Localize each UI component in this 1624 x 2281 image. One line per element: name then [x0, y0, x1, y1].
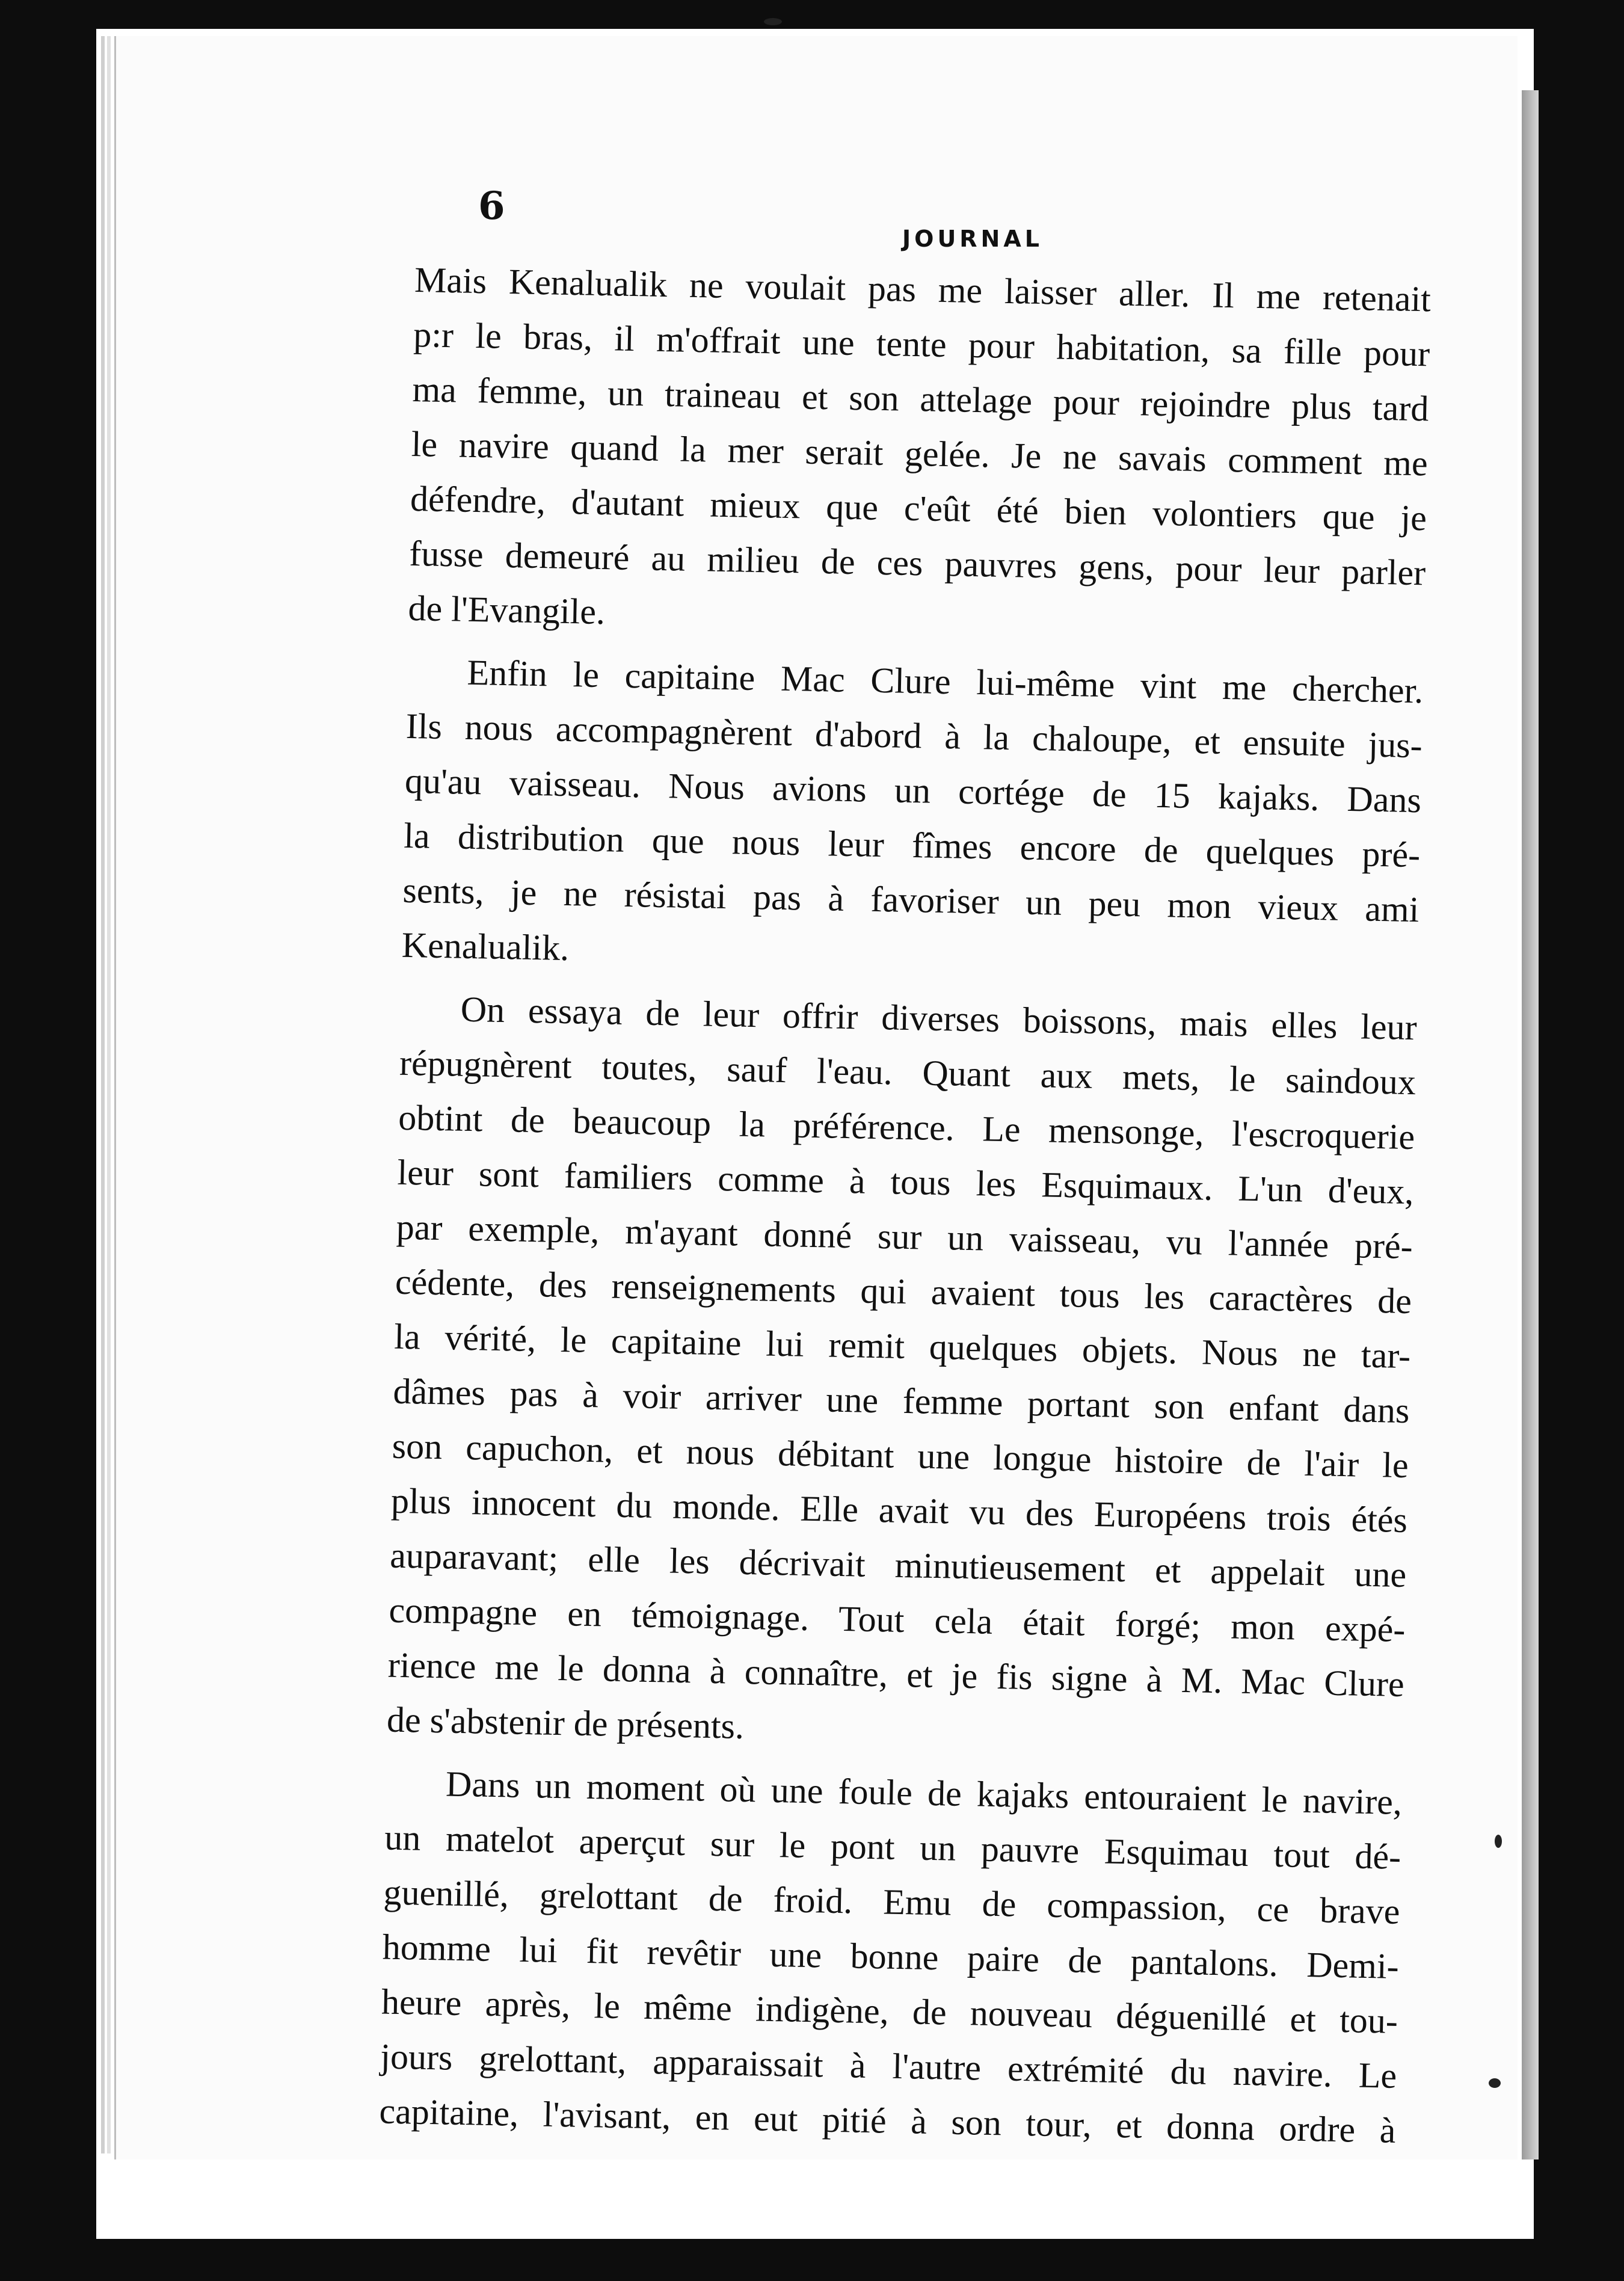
text-line: qu'au vaisseau. Nous avions un cortége de 15 kajaks. Dans	[404, 760, 1422, 820]
page-stack-edge	[101, 36, 105, 2153]
text-line: guenillé, grelottant de froid. Emu de compassion, ce brave	[383, 1872, 1400, 1932]
text-line: Kenalualik.	[401, 925, 570, 968]
text-line: auparavant; elle les décrivait minutieusement et appelait une	[389, 1535, 1407, 1595]
adjacent-page-gutter	[1522, 90, 1539, 2159]
page-number: 6	[478, 183, 505, 229]
text-line: sents, je ne résistai pas à favoriser un peu mon vieux ami	[402, 870, 1419, 930]
text-line: son capuchon, et nous débitant une longue histoire de l'air le	[392, 1426, 1409, 1486]
text-line: répugnèrent toutes, sauf l'eau. Quant aux mets, le saindoux	[399, 1042, 1416, 1103]
scan-border-bottom	[0, 2239, 1624, 2281]
text-line: Enfin le capitaine Mac Clure lui-même vint me chercher.	[466, 652, 1424, 711]
text-line: ma femme, un traineau et son attelage pour rejoindre plus tard	[412, 369, 1429, 429]
text-line: la vérité, le capitaine lui remit quelques objets. Nous ne tar-	[393, 1316, 1411, 1376]
text-line: homme lui fit revêtir une bonne paire de pantalons. Demi-	[382, 1927, 1400, 1986]
paragraph	[401, 644, 1424, 992]
text-line: compagne en témoignage. Tout cela était forgé; mon expé-	[389, 1590, 1406, 1650]
text-line: Ils nous accompagnèrent d'abord à la chaloupe, et ensuite jus-	[405, 706, 1423, 766]
text-line: jours grelottant, apparaissait à l'autre extrémité du navire. Le	[380, 2036, 1397, 2096]
text-line: par exemple, m'ayant donné sur un vaisseau, vu l'année pré-	[396, 1207, 1413, 1267]
paragraph	[386, 981, 1417, 1767]
text-line: de s'abstenir de présents.	[386, 1699, 745, 1746]
paragraph	[408, 253, 1432, 655]
scan-border-left	[0, 0, 96, 2281]
text-line: défendre, d'autant mieux que c'eût été bien volontiers que je	[410, 478, 1427, 538]
scan-border-right	[1534, 0, 1624, 2281]
text-line: cédente, des renseignements qui avaient tous les caractères de	[395, 1261, 1412, 1322]
paragraph	[379, 1756, 1403, 2158]
scan-speck	[764, 18, 782, 25]
body-text	[379, 253, 1432, 2167]
text-line: fusse demeuré au milieu de ces pauvres gens, pour leur parler	[408, 533, 1426, 593]
text-line: le navire quand la mer serait gelée. Je ne savais comment me	[411, 423, 1429, 484]
text-line: On essaya de leur offrir diverses boissons, mais elles leur	[460, 989, 1418, 1048]
text-line: la distribution que nous leur fîmes encore de quelques pré-	[403, 815, 1421, 875]
scan-speck	[1489, 2078, 1501, 2088]
scan-speck	[1495, 1835, 1502, 1848]
text-line: un matelot aperçut sur le pont un pauvre Esquimau tout dé-	[384, 1817, 1401, 1877]
text-line: capitaine, l'avisant, en eut pitié à son tour, et donna ordre à	[379, 2091, 1397, 2150]
text-line: de l'Evangile.	[408, 588, 606, 632]
text-line: plus innocent du monde. Elle avait vu des Européens trois étés	[390, 1480, 1408, 1541]
text-line: Mais Kenalualik ne voulait pas me laisser aller. Il me retenait	[414, 259, 1432, 319]
text-line: obtint de beaucoup la préférence. Le mensonge, l'escroquerie	[398, 1097, 1415, 1157]
text-line: leur sont familiers comme à tous les Esquimaux. L'un d'eux,	[397, 1152, 1414, 1212]
page-stack-edge	[107, 36, 111, 2153]
text-line: rience me le donna à connaître, et je fis signe à M. Mac Clure	[387, 1645, 1405, 1705]
text-line: Dans un moment où une foule de kajaks entouraient le navire,	[445, 1764, 1403, 1822]
text-line: p:r le bras, il m'offrait une tente pour habitation, sa fille pour	[413, 314, 1430, 374]
scan-border-top	[0, 0, 1624, 29]
text-line: dâmes pas à voir arriver une femme portant son enfant dans	[393, 1371, 1410, 1431]
text-line: heure après, le même indigène, de nouveau déguenillé et tou-	[381, 1981, 1398, 2041]
running-head: JOURNAL	[902, 226, 1043, 252]
